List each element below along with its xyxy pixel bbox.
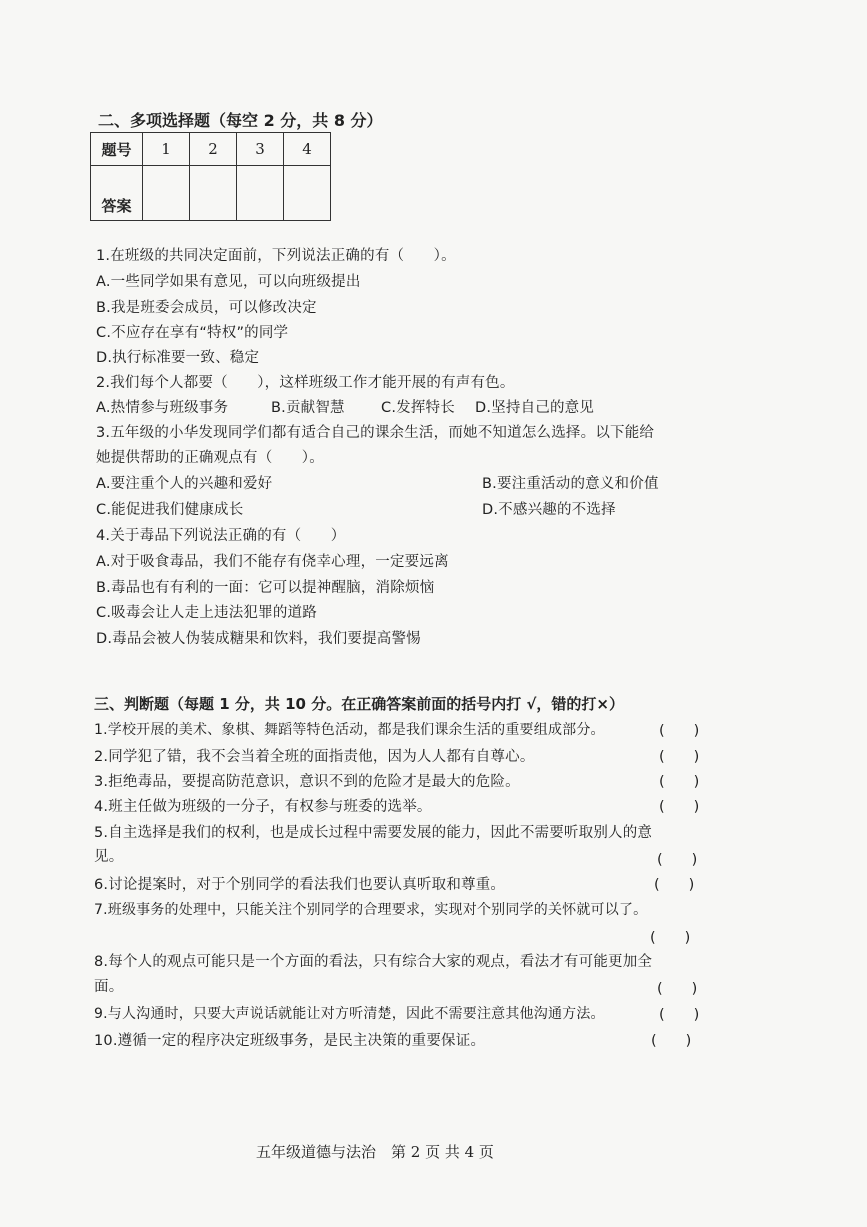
answer-cell-4[interactable] xyxy=(284,166,331,221)
table-label-question-number: 题号 xyxy=(91,133,143,166)
judge-paren-5[interactable]: ( ) xyxy=(657,852,698,868)
q4-option-d: D.毒品会被人伪装成糖果和饮料，我们要提高警惕 xyxy=(96,631,421,647)
judge-item-7: 7.班级事务的处理中，只能关注个别同学的合理要求，实现对个别同学的关怀就可以了。 xyxy=(94,902,648,918)
q2-option-b: B.贡献智慧 xyxy=(271,400,345,416)
table-number-2: 2 xyxy=(190,133,237,166)
judge-paren-3[interactable]: ( ) xyxy=(659,774,700,790)
judge-paren-8[interactable]: ( ) xyxy=(657,981,698,997)
q4-stem: 4.关于毒品下列说法正确的有（ ） xyxy=(96,528,346,544)
q3-option-c: C.能促进我们健康成长 xyxy=(96,502,244,518)
judge-paren-1[interactable]: ( ) xyxy=(659,723,700,739)
q2-stem: 2.我们每个人都要（ ），这样班级工作才能开展的有声有色。 xyxy=(96,375,515,391)
section2-title: 二、多项选择题（每空 2 分，共 8 分） xyxy=(98,111,383,130)
table-number-3: 3 xyxy=(237,133,284,166)
judge-item-4: 4.班主任做为班级的一分子，有权参与班委的选举。 xyxy=(94,799,432,815)
answer-cell-2[interactable] xyxy=(190,166,237,221)
judge-item-1: 1.学校开展的美术、象棋、舞蹈等特色活动，都是我们课余生活的重要组成部分。 xyxy=(94,722,605,738)
q1-option-c: C.不应存在享有“特权”的同学 xyxy=(96,325,289,341)
judge-item-9: 9.与人沟通时，只要大声说话就能让对方听清楚，因此不需要注意其他沟通方法。 xyxy=(94,1006,605,1022)
judge-item-10: 10.遵循一定的程序决定班级事务，是民主决策的重要保证。 xyxy=(94,1033,486,1049)
answer-cell-3[interactable] xyxy=(237,166,284,221)
judge-item-8-line1: 8.每个人的观点可能只是一个方面的看法，只有综合大家的观点，看法才有可能更加全 xyxy=(94,954,653,970)
judge-paren-10[interactable]: ( ) xyxy=(651,1033,692,1049)
page-footer: 五年级道德与法治 第 2 页 共 4 页 xyxy=(256,1143,494,1161)
q3-option-b: B.要注重活动的意义和价值 xyxy=(482,476,659,492)
q2-option-d: D.坚持自己的意见 xyxy=(475,400,595,416)
q2-option-a: A.热情参与班级事务 xyxy=(96,400,229,416)
judge-item-3: 3.拒绝毒品，要提高防范意识，意识不到的危险才是最大的危险。 xyxy=(94,774,520,790)
judge-item-5-line2: 见。 xyxy=(94,849,124,865)
judge-paren-2[interactable]: ( ) xyxy=(659,749,700,765)
q1-option-d: D.执行标准要一致、稳定 xyxy=(96,350,260,366)
q4-option-c: C.吸毒会让人走上违法犯罪的道路 xyxy=(96,605,317,621)
judge-paren-9[interactable]: ( ) xyxy=(659,1007,700,1023)
judge-item-5-line1: 5.自主选择是我们的权利，也是成长过程中需要发展的能力，因此不需要听取别人的意 xyxy=(94,825,653,841)
q1-option-a: A.一些同学如果有意见，可以向班级提出 xyxy=(96,274,361,290)
judge-paren-4[interactable]: ( ) xyxy=(659,799,700,815)
q3-option-d: D.不感兴趣的不选择 xyxy=(482,502,616,518)
q2-option-c: C.发挥特长 xyxy=(381,400,455,416)
answer-table xyxy=(90,132,331,221)
q1-option-b: B.我是班委会成员，可以修改决定 xyxy=(96,300,317,316)
q4-option-b: B.毒品也有有利的一面：它可以提神醒脑，消除烦恼 xyxy=(96,580,435,596)
answer-cell-1[interactable] xyxy=(143,166,190,221)
judge-item-8-line2: 面。 xyxy=(94,979,124,995)
judge-paren-6[interactable]: ( ) xyxy=(654,877,695,893)
q3-option-a: A.要注重个人的兴趣和爱好 xyxy=(96,476,273,492)
table-label-answer: 答案 xyxy=(91,166,143,221)
table-number-4: 4 xyxy=(284,133,331,166)
judge-item-6: 6.讨论提案时，对于个别同学的看法我们也要认真听取和尊重。 xyxy=(94,877,506,893)
q3-stem-line1: 3.五年级的小华发现同学们都有适合自己的课余生活，而她不知道怎么选择。以下能给 xyxy=(96,425,655,441)
section3-title: 三、判断题（每题 1 分，共 10 分。在正确答案前面的括号内打 √，错的打×） xyxy=(94,695,624,713)
judge-item-2: 2.同学犯了错，我不会当着全班的面指责他，因为人人都有自尊心。 xyxy=(94,749,535,765)
q4-option-a: A.对于吸食毒品，我们不能存有侥幸心理，一定要远离 xyxy=(96,554,449,570)
judge-paren-7[interactable]: ( ) xyxy=(650,930,691,946)
table-number-1: 1 xyxy=(143,133,190,166)
q3-stem-line2: 她提供帮助的正确观点有（ ）。 xyxy=(96,450,324,466)
q1-stem: 1.在班级的共同决定面前，下列说法正确的有（ ）。 xyxy=(96,248,456,264)
